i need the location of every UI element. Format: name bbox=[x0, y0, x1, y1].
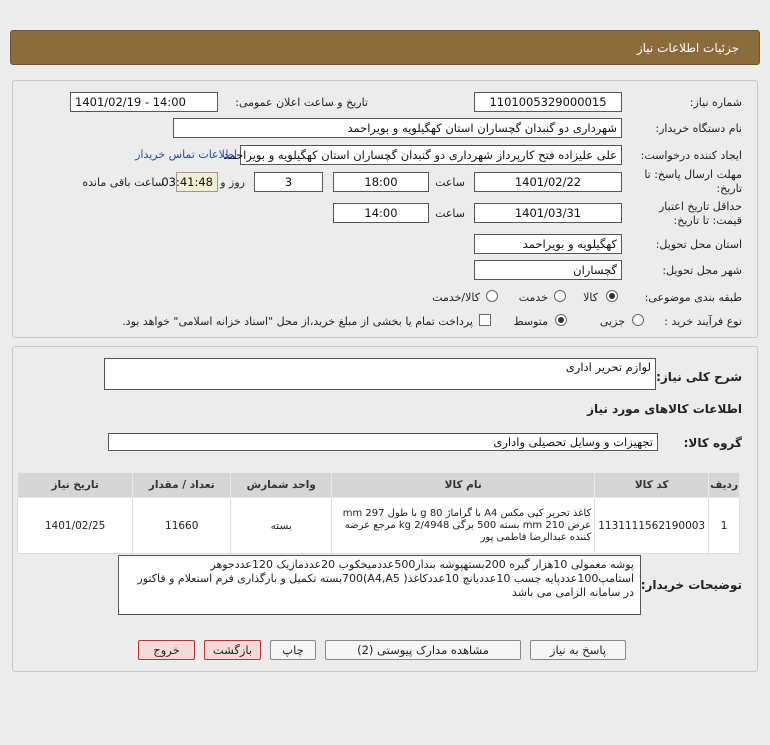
category-goods-radio[interactable] bbox=[606, 290, 618, 302]
creator-field: علی علیزاده فتح کارپرداز شهرداری دو گنبدان گچساران استان کهگیلویه و بویراحمد bbox=[240, 145, 622, 165]
col-name: نام کالا bbox=[332, 473, 595, 498]
buyer-desc-label: توضیحات خریدار: bbox=[640, 578, 742, 592]
reply-button[interactable]: پاسخ به نیاز bbox=[530, 640, 626, 660]
need-number-field: 1101005329000015 bbox=[474, 92, 622, 112]
delivery-province-field: کهگیلویه و بویراحمد bbox=[474, 234, 622, 254]
announce-date-field: 1401/02/19 - 14:00 bbox=[70, 92, 218, 112]
col-date: تاریخ نیاز bbox=[18, 473, 133, 498]
delivery-city-field: گچساران bbox=[474, 260, 622, 280]
attachments-button[interactable]: مشاهده مدارک پیوستی (2) bbox=[325, 640, 521, 660]
process-medium-label: متوسط bbox=[513, 315, 548, 328]
delivery-city-label: شهر محل تحویل: bbox=[662, 264, 742, 277]
deadline-date-field: 1401/02/22 bbox=[474, 172, 622, 192]
col-row: ردیف bbox=[709, 473, 740, 498]
days-label: روز و bbox=[220, 176, 245, 189]
deadline-label-2: تاریخ: bbox=[716, 182, 742, 195]
announce-date-label: تاریخ و ساعت اعلان عمومی: bbox=[235, 96, 368, 109]
validity-label: حداقل تاریخ اعتبار bbox=[658, 200, 742, 213]
table-row[interactable] bbox=[18, 498, 740, 554]
print-button[interactable]: چاپ bbox=[270, 640, 316, 660]
category-both-label: کالا/خدمت bbox=[432, 291, 480, 304]
treasury-payment-checkbox[interactable] bbox=[479, 314, 491, 326]
remaining-days-field: 3 bbox=[254, 172, 323, 192]
buyer-org-label: نام دستگاه خریدار: bbox=[655, 122, 742, 135]
deadline-time-label: ساعت bbox=[435, 176, 465, 189]
cell-name: کاغذ تحریر کپی مکس A4 با گراماژ 80 g با طول 297 mm عرض 210 mm بسته 500 برگی 2/4948 kg مرجع عرضه کننده عبدالرضا فاطمی پور bbox=[332, 498, 595, 554]
category-label: طبقه بندی موضوعی: bbox=[644, 291, 742, 304]
back-button[interactable]: بازگشت bbox=[204, 640, 261, 660]
delivery-province-label: استان محل تحویل: bbox=[655, 238, 742, 251]
page-title: جزئیات اطلاعات نیاز bbox=[636, 41, 739, 55]
cell-row: 1 bbox=[709, 498, 740, 554]
treasury-payment-note: پرداخت تمام یا بخشی از مبلغ خرید،از محل "اسناد خزانه اسلامی" خواهد بود. bbox=[122, 315, 473, 328]
cell-code: 1131111562190003 bbox=[595, 498, 709, 554]
general-desc-field: لوازم تحریر اداری bbox=[104, 358, 656, 390]
general-desc-label: شرح کلی نیاز: bbox=[656, 370, 742, 384]
process-medium-radio[interactable] bbox=[555, 314, 567, 326]
goods-group-label: گروه کالا: bbox=[683, 436, 742, 450]
goods-group-field: تجهیزات و وسایل تحصیلی واداری bbox=[108, 433, 658, 451]
validity-date-field: 1401/03/31 bbox=[474, 203, 622, 223]
category-both-radio[interactable] bbox=[486, 290, 498, 302]
cell-qty: 11660 bbox=[133, 498, 231, 554]
validity-time-label: ساعت bbox=[435, 207, 465, 220]
category-service-label: خدمت bbox=[518, 291, 548, 304]
need-number-label: شماره نیاز: bbox=[689, 96, 742, 109]
table-header-row bbox=[18, 473, 740, 498]
validity-time-field: 14:00 bbox=[333, 203, 429, 223]
col-unit: واحد شمارش bbox=[231, 473, 332, 498]
buyer-desc-field: پوشه معمولی 10هزار گیره 200بستهپوشه بندار500عددمیخکوب 20عددمازیک 120عددجوهر استامپ100عددپایه چسب 10عددیانچ 10عددکاغذ( A4,A5)700بسته تکمیل و بارگذاری فرم استعلام و فاکتور در سامانه الزامی می باشد bbox=[118, 555, 641, 615]
exit-button[interactable]: خروج bbox=[138, 640, 195, 660]
page-header bbox=[10, 30, 760, 65]
category-service-radio[interactable] bbox=[554, 290, 566, 302]
remaining-time-field: 03:41:48 bbox=[176, 172, 218, 192]
remaining-label: ساعت باقی مانده bbox=[82, 176, 164, 189]
deadline-label: مهلت ارسال پاسخ: تا bbox=[644, 168, 742, 181]
validity-label-2: قیمت: تا تاریخ: bbox=[673, 214, 742, 227]
creator-label: ایجاد کننده درخواست: bbox=[640, 149, 742, 162]
cell-date: 1401/02/25 bbox=[18, 498, 133, 554]
process-partial-radio[interactable] bbox=[632, 314, 644, 326]
deadline-time-field: 18:00 bbox=[333, 172, 429, 192]
buyer-contact-link[interactable]: اطلاعات تماس خریدار bbox=[135, 148, 237, 161]
category-goods-label: کالا bbox=[583, 291, 598, 304]
cell-unit: بسته bbox=[231, 498, 332, 554]
goods-info-title: اطلاعات کالاهای مورد نیاز bbox=[587, 402, 742, 416]
goods-table bbox=[17, 472, 740, 554]
buyer-org-field: شهرداری دو گنبدان گچساران استان کهگیلویه و بویراحمد bbox=[173, 118, 622, 138]
col-qty: تعداد / مقدار bbox=[133, 473, 231, 498]
process-type-label: نوع فرآیند خرید : bbox=[664, 315, 742, 328]
process-partial-label: جزیی bbox=[599, 315, 625, 328]
col-code: کد کالا bbox=[595, 473, 709, 498]
